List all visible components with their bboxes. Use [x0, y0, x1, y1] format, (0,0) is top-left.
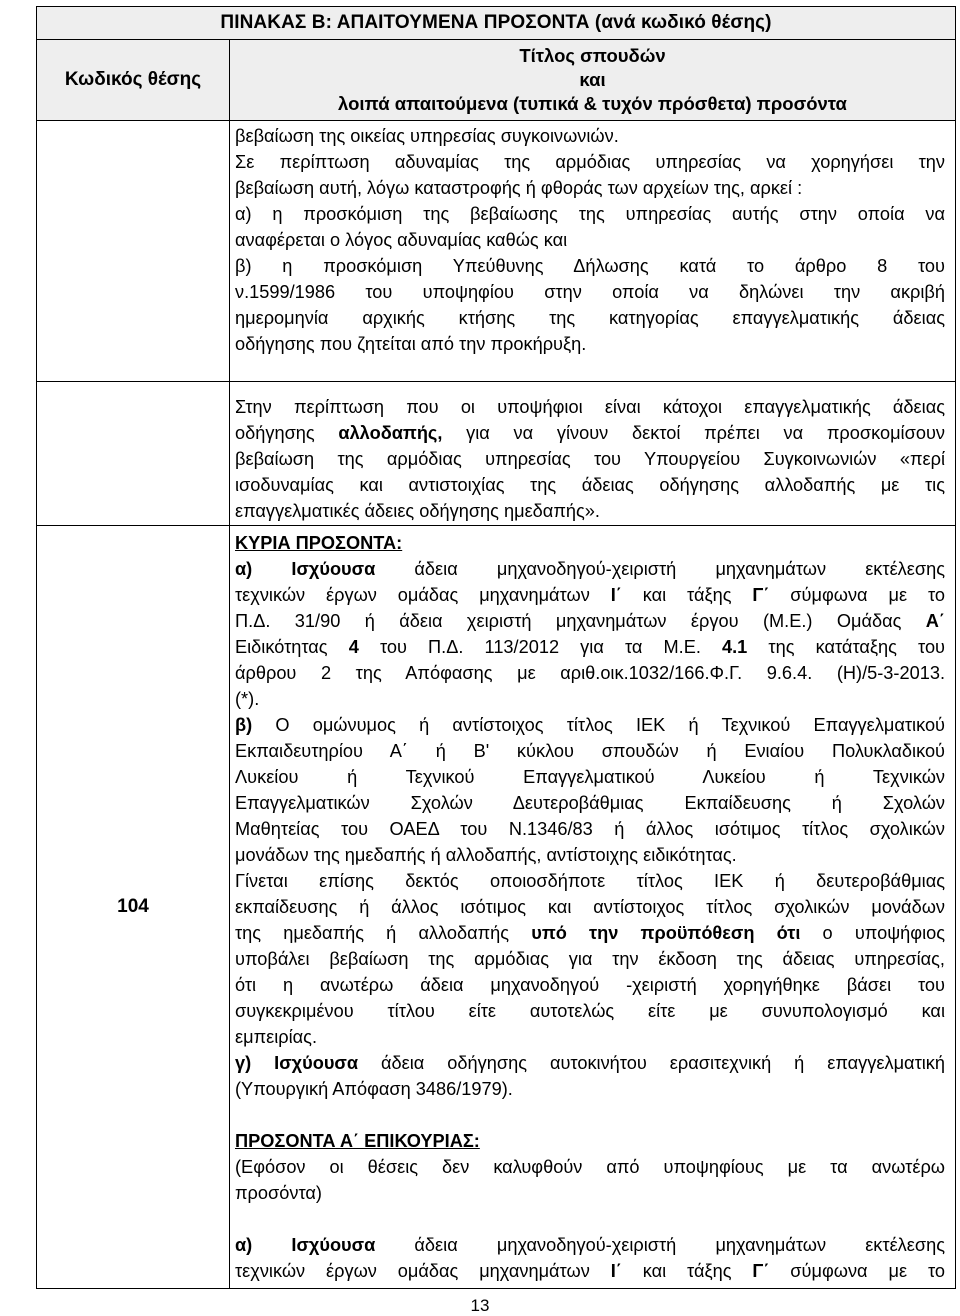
- table-title: ΠΙΝΑΚΑΣ Β: ΑΠΑΙΤΟΥΜΕΝΑ ΠΡΟΣΟΝΤΑ (ανά κωδικό θέσης): [37, 7, 956, 40]
- document-page: [36, 6, 956, 1289]
- column-header-title-line3: λοιπά απαιτούμενα (τυπικά & τυχόν πρόσθετα) προσόντα: [338, 93, 847, 114]
- requirements-table: [36, 6, 956, 1289]
- column-header-title: [230, 40, 956, 121]
- text-line: Μαθητείας του ΟΑΕΔ του Ν.1346/83 ή άλλος ισότιμος τίτλος σχολικών: [235, 819, 945, 839]
- qualifications-cell: [230, 526, 956, 1289]
- text-line: Στην περίπτωση που οι υποψήφιοι είναι κάτοχοι επαγγελματικής άδειας: [235, 397, 945, 417]
- foreign-license-cell: [230, 382, 956, 526]
- code-cell-mid: [37, 382, 230, 526]
- text-line: Γίνεται επίσης δεκτός οποιοσδήποτε τίτλος ΙΕΚ ή δευτεροβάθμιας: [235, 871, 945, 891]
- text-line: βεβαίωση της αρμόδιας υπηρεσίας του Υπουργείου Συγκοινωνιών «περί: [235, 449, 945, 469]
- text-line: βεβαίωση αυτή, λόγω καταστροφής ή φθοράς των αρχείων της, αρκεί :: [235, 178, 803, 198]
- text-line: μονάδων της ημεδαπής ή αλλοδαπής, αντίστοιχης ειδικότητας.: [235, 845, 737, 865]
- text-line: β) η προσκόμιση Υπεύθυνης Δήλωσης κατά το άρθρο 8 του: [235, 256, 945, 276]
- text-line: άρθρου 2 της Απόφασης με αριθ.οικ.1032/166.Φ.Γ. 9.6.4. (Η)/5-3-2013.: [235, 663, 945, 683]
- spacer: [235, 1102, 945, 1128]
- column-header-title-line2: και: [579, 69, 606, 90]
- text-line: β) Ο ομώνυμος ή αντίστοιχος τίτλος ΙΕΚ ή Τεχνικού Επαγγελματικού: [235, 715, 945, 735]
- text-line: τεχνικών έργων ομάδας μηχανημάτων Ι΄ και τάξης Γ΄ σύμφωνα με το: [235, 1261, 945, 1281]
- continuation-cell: [230, 121, 956, 382]
- text-line: της ημεδαπής ή αλλοδαπής υπό την προϋπόθεση ότι ο υποψήφιος: [235, 923, 945, 943]
- text-line: α) η προσκόμιση της βεβαίωσης της υπηρεσίας αυτής στην οποία να: [235, 204, 945, 224]
- text-line: ότι η ανωτέρω άδεια μηχανοδηγού -χειριστή χορηγήθηκε βάσει του: [235, 975, 945, 995]
- spacer: [235, 1206, 945, 1232]
- text-line: ν.1599/1986 του υποψηφίου στην οποία να δηλώνει την ακριβή: [235, 282, 945, 302]
- code-cell-upper: [37, 121, 230, 382]
- text-line: Σε περίπτωση αδυναμίας της αρμόδιας υπηρεσίας να χορηγήσει την: [235, 152, 945, 172]
- text-line: τεχνικών έργων ομάδας μηχανημάτων Ι΄ και τάξης Γ΄ σύμφωνα με το: [235, 585, 945, 605]
- text-line: συγκεκριμένου τίτλου είτε αυτοτελώς είτε με συνυπολογισμό και: [235, 1001, 945, 1021]
- text-line: ισοδυναμίας και αντιστοιχίας της άδειας οδήγησης αλλοδαπής με τις: [235, 475, 945, 495]
- text-line: (Εφόσον οι θέσεις δεν καλυφθούν από υποψηφίους με τα ανωτέρω: [235, 1157, 945, 1177]
- text-line: γ) Ισχύουσα άδεια οδήγησης αυτοκινήτου ερασιτεχνική ή επαγγελματική: [235, 1053, 945, 1073]
- text-line: υποβάλει βεβαίωση της αρμόδιας για την έκδοση της άδειας υπηρεσίας,: [235, 949, 945, 969]
- auxiliary-qualifications-heading: ΠΡΟΣΟΝΤΑ Α΄ ΕΠΙΚΟΥΡΙΑΣ:: [235, 1131, 480, 1151]
- column-header-title-line1: Τίτλος σπουδών: [519, 45, 666, 66]
- text-line: (Υπουργική Απόφαση 3486/1979).: [235, 1079, 513, 1099]
- text-line: (*).: [235, 689, 260, 709]
- column-header-code: Κωδικός θέσης: [37, 40, 230, 121]
- main-qualifications-heading: ΚΥΡΙΑ ΠΡΟΣΟΝΤΑ:: [235, 533, 403, 553]
- page-number: 13: [470, 1296, 490, 1315]
- text-line: βεβαίωση της οικείας υπηρεσίας συγκοινωνιών.: [235, 126, 619, 146]
- text-line: οδήγησης αλλοδαπής, για να γίνουν δεκτοί πρέπει να προσκομίσουν: [235, 423, 945, 443]
- text-line: εμπειρίας.: [235, 1027, 318, 1047]
- text-line: Ειδικότητας 4 του Π.Δ. 113/2012 για τα Μ.Ε. 4.1 της κατάταξης του: [235, 637, 946, 657]
- position-code: 104: [37, 526, 230, 1289]
- text-line: Επαγγελματικών Σχολών Δευτεροβάθμιας Εκπαίδευσης ή Σχολών: [235, 793, 945, 813]
- text-line: α) Ισχύουσα άδεια μηχανοδηγού-χειριστή μηχανημάτων εκτέλεσης: [235, 559, 945, 579]
- text-line: Π.Δ. 31/90 ή άδεια χειριστή μηχανημάτων έργου (Μ.Ε.) Ομάδας Α΄: [235, 611, 945, 631]
- text-line: ημερομηνία αρχικής κτήσης της κατηγορίας επαγγελματικής άδειας: [235, 308, 945, 328]
- text-line: επαγγελματικές άδειες οδήγησης ημεδαπής».: [235, 501, 600, 521]
- text-line: Λυκείου ή Τεχνικού Επαγγελματικού Λυκείου ή Τεχνικών: [235, 767, 945, 787]
- text-line: προσόντα): [235, 1183, 322, 1203]
- text-line: Εκπαιδευτηρίου Α΄ ή Β' κύκλου σπουδών ή Ενιαίου Πολυκλαδικού: [235, 741, 945, 761]
- text-line: α) Ισχύουσα άδεια μηχανοδηγού-χειριστή μηχανημάτων εκτέλεσης: [235, 1235, 945, 1255]
- text-line: οδήγησης που ζητείται από την προκήρυξη.: [235, 334, 587, 354]
- text-line: αναφέρεται ο λόγος αδυναμίας καθώς και: [235, 230, 568, 250]
- text-line: εκπαίδευσης ή άλλος ισότιμος και αντίστοιχος τίτλος σχολικών μονάδων: [235, 897, 945, 917]
